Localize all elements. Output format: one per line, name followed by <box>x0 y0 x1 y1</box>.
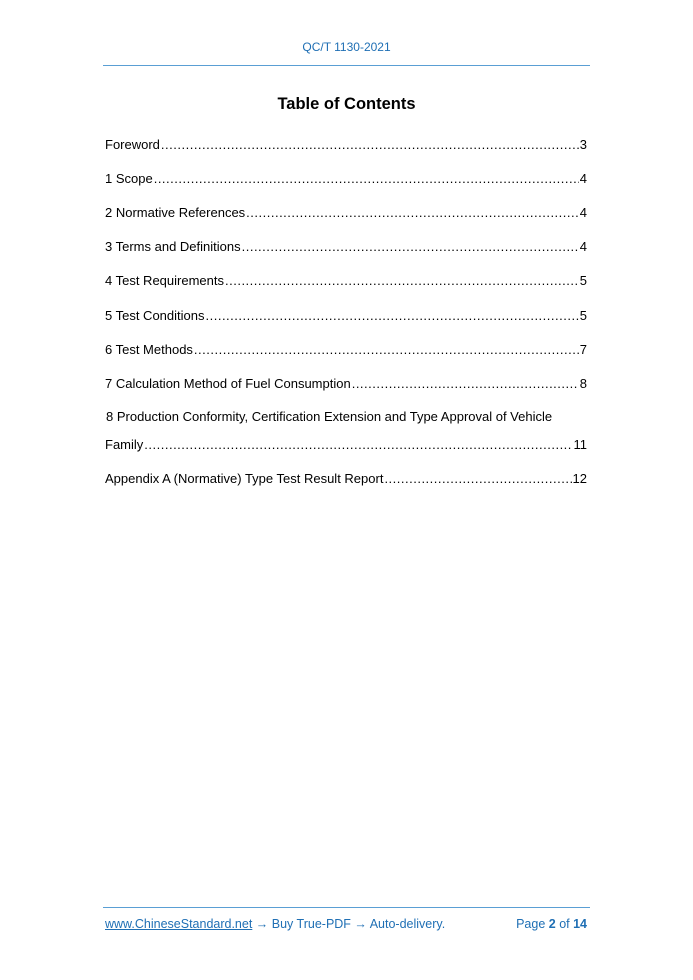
footer-promo-text: → Buy True-PDF → Auto-delivery. <box>252 917 446 931</box>
toc-entry-appendix-a[interactable] <box>105 471 587 487</box>
page-of-text: of <box>555 917 574 931</box>
page-title: Table of Contents <box>277 95 416 113</box>
toc-entry-page: 5 <box>579 273 587 288</box>
toc-leader-dots <box>154 171 579 187</box>
toc-entry-test-conditions[interactable] <box>105 308 587 324</box>
toc-leader-dots <box>352 376 579 392</box>
footer-promo <box>105 917 445 931</box>
toc-entry-page: 5 <box>579 308 587 323</box>
toc-entry-label: 1 Scope <box>105 171 153 186</box>
toc-entry-normative-references[interactable] <box>105 205 587 221</box>
toc-entry-label: 7 Calculation Method of Fuel Consumption <box>105 376 351 391</box>
toc-entry-production-conformity-line1[interactable]: 8 Production Conformity, Certification Extension and Type Approval of Vehicle <box>106 409 553 424</box>
page-prefix: Page <box>516 917 549 931</box>
footer-divider <box>103 907 590 908</box>
toc-entry-page: 7 <box>579 342 587 357</box>
website-link[interactable]: www.ChineseStandard.net <box>105 917 253 931</box>
toc-entry-page: 3 <box>579 137 587 152</box>
toc-leader-dots <box>246 205 579 221</box>
toc-entry-label: Family <box>105 437 144 452</box>
toc-entry-label: 2 Normative References <box>105 205 246 220</box>
toc-entry-test-methods[interactable] <box>105 342 587 358</box>
toc-entry-page: 4 <box>579 239 587 254</box>
toc-entry-label: 6 Test Methods <box>105 342 193 357</box>
toc-leader-dots <box>242 239 579 255</box>
header-divider <box>103 65 590 66</box>
toc-entry-test-requirements[interactable] <box>105 273 587 289</box>
current-page-number: 2 <box>548 917 556 931</box>
total-pages-number: 14 <box>573 917 587 931</box>
toc-entry-page: 12 <box>572 471 587 486</box>
toc-entry-page: 8 <box>579 376 587 391</box>
header-standard-code: QC/T 1130-2021 <box>302 40 391 54</box>
toc-entry-page: 4 <box>579 171 587 186</box>
toc-entry-label: Appendix A (Normative) Type Test Result Report <box>105 471 384 486</box>
toc-entry-production-conformity[interactable] <box>105 437 587 453</box>
toc-leader-dots <box>384 471 571 487</box>
page-indicator <box>516 917 587 931</box>
toc-leader-dots <box>144 437 572 453</box>
toc-entry-scope[interactable] <box>105 171 587 187</box>
toc-entry-page: 4 <box>579 205 587 220</box>
toc-entry-page: 11 <box>573 437 587 452</box>
toc-entry-calculation-method[interactable] <box>105 376 587 392</box>
toc-leader-dots <box>225 273 579 289</box>
toc-leader-dots <box>206 308 579 324</box>
toc-entry-terms-definitions[interactable] <box>105 239 587 255</box>
toc-entry-foreword[interactable] <box>105 137 587 153</box>
toc-entry-label: 3 Terms and Definitions <box>105 239 241 254</box>
toc-entry-label: 5 Test Conditions <box>105 308 205 323</box>
toc-entry-label: 4 Test Requirements <box>105 273 224 288</box>
toc-leader-dots <box>194 342 579 358</box>
toc-leader-dots <box>161 137 579 153</box>
toc-entry-label: Foreword <box>105 137 160 152</box>
page-footer <box>105 917 587 931</box>
